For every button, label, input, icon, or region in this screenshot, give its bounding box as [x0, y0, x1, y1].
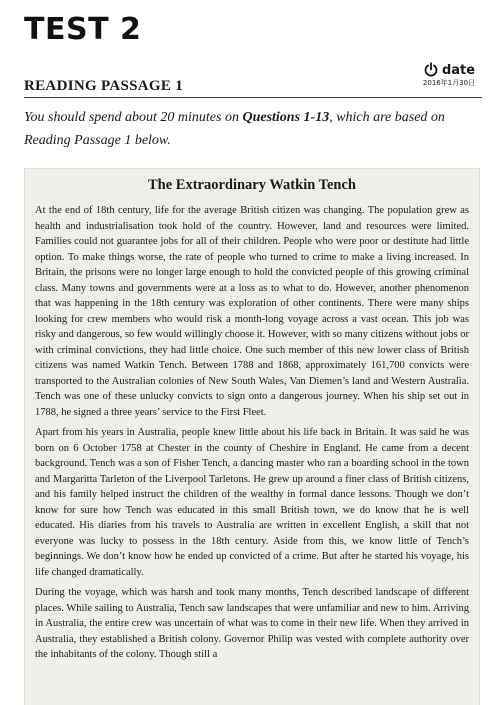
instruction-text [24, 106, 480, 152]
instruction-part2: , which are based on Reading Passage 1 below. [24, 110, 445, 148]
instruction-questions: Questions 1-13 [242, 110, 330, 125]
date-stamp-row [414, 62, 484, 78]
power-icon [423, 62, 439, 78]
passage-title: The Extraordinary Watkin Tench [147, 177, 356, 193]
header-rule [24, 97, 482, 98]
date-stamp [414, 62, 484, 88]
passage-label: READING PASSAGE 1 [24, 78, 184, 94]
test-title: TEST 2 [24, 12, 142, 47]
passage-paragraph-1: At the end of 18th century, life for the average British citizen was changing. The population grew as health and industrialisation took hold of the country. However, land and resources were limited. Families could not guarantee jobs for all of their children. People who were poor or destitute had little option. To make things worse, the rate of people who turned to crime to make a living increased. In Britain, the prisons were no longer large enough to hold the convicted people of this growing criminal class. Many towns and governments were at a loss as to what to do. However, another phenomenon that was happening in the 18th century was exploration of other continents. There were many ships looking for crew members who would risk a month-long voyage across a vast ocean. This job was risky and dangerous, so few would willingly choose it. However, with so many citizens without jobs or with criminal convictions, they had little choice. One such member of this new lower class of British citizens was named Watkin Tench. Between 1788 and 1868, approximately 161,700 convicts were transported to the Australian colonies of New South Wales, Van Diemen’s land and Western Australia. Tench was one of these unlucky convicts to sign onto a dangerous journey. When his ship set out in 1788, he signed a three years’ service to the First Fleet. [35, 205, 469, 418]
date-stamp-word: date [441, 62, 476, 78]
reading-passage [24, 168, 480, 705]
instruction-part1: You should spend about 20 minutes on [24, 110, 243, 125]
date-stamp-date: 2016年1月30日 [422, 79, 476, 87]
passage-paragraph-3: During the voyage, which was harsh and took many months, Tench described landscape of different places. While sailing to Australia, Tench saw landscapes that were unfamiliar and new to him. Arriving in Australia, the entire crew was uncertain of what was to come in their new life. When they arrived in Australia, they established a British colony. Governor Philip was vested with complete authority over the inhabitants of the colony. Though still a [35, 587, 469, 660]
passage-paragraph-2: Apart from his years in Australia, people knew little about his life back in Britain. It was said he was born on 6 October 1758 at Chester in the county of Cheshire in England. He came from a decent background. Tench was a son of Fisher Tench, a dancing master who ran a boarding school in the town and Margaritta Tarleton of the Liverpool Tarletons. He grew up around a finer class of British citizens, and his family helped instruct the children of the wealthy in formal dance lessons. Though we don’t know for sure how Tench was educated in this small British town, we do know that he is well educated. His diaries from his travels to Australia are written in excellent English, a skill that not everyone was lucky to possess in the 18th century. Aside from this, we know little of Tench’s beginnings. We don’t know how he ended up convicted of a crime. But after he started his voyage, his life changed dramatically. [35, 427, 469, 578]
